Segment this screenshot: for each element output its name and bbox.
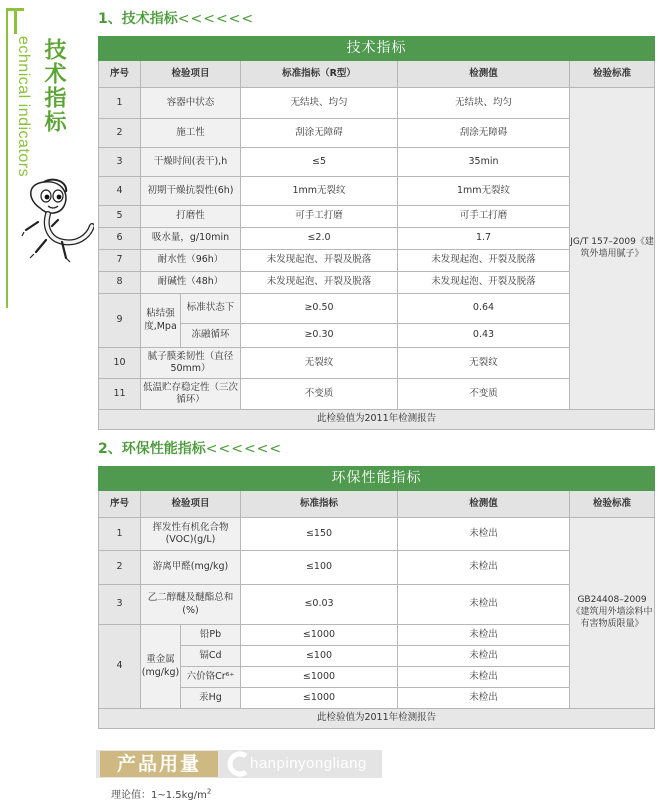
row-value: 未检出 [398,585,570,625]
table1-header-spec: 标准指标（R型） [241,61,398,88]
row-no: 4 [99,177,141,206]
side-accent-rule [6,8,8,308]
section2-arrows: <<<<<< [205,441,283,457]
row-metal: 铅Pb [181,625,241,646]
mascot-icon [18,178,94,268]
row-value: 未发现起泡、开裂及脱落 [398,250,570,272]
row-no: 10 [99,348,141,379]
row-value: 1mm无裂纹 [398,177,570,206]
row-no: 1 [99,88,141,119]
row-item: 挥发性有机化合物(VOC)(g/L) [141,518,241,551]
section1-heading [98,8,254,28]
row-no: 3 [99,148,141,177]
row-no: 5 [99,206,141,228]
row-value: 未检出 [398,688,570,709]
usage-title-en: hanpinyongliang [250,755,367,772]
usage-value-sup: 2 [206,787,212,796]
row-metal: 镉Cd [181,646,241,667]
row-spec: ≤0.03 [241,585,398,625]
row-no: 7 [99,250,141,272]
row-value: 无裂纹 [398,348,570,379]
row-no: 3 [99,585,141,625]
technical-indicators-table [98,36,655,430]
table2-header-standard: 检验标准 [570,491,655,518]
table2-caption: 环保性能指标 [99,467,655,491]
row-spec: ≤1000 [241,667,398,688]
row-item: 腻子膜柔韧性（直径50mm） [141,348,241,379]
table2-header-item: 检验项目 [141,491,241,518]
row-item: 游离甲醛(mg/kg) [141,551,241,585]
section1-heading-text: 1、技术指标 [98,11,178,27]
row-value: 无结块、均匀 [398,88,570,119]
section2-heading [98,438,282,458]
table-row [99,518,655,551]
row-item: 耐碱性（48h） [141,272,241,294]
row-item: 重金属(mg/kg) [141,625,181,709]
row-item: 乙二醇醚及醚酯总和(%) [141,585,241,625]
usage-title-cn: 产品用量 [100,751,218,777]
row-value: 未检出 [398,551,570,585]
row-item: 干燥时间(表干),h [141,148,241,177]
row-spec: ≤100 [241,551,398,585]
row-item: 低温贮存稳定性（三次循环） [141,379,241,410]
row-no: 1 [99,518,141,551]
table1-header-no: 序号 [99,61,141,88]
side-chinese-title: 技术指标 [41,38,66,134]
row-value: 未检出 [398,646,570,667]
row-item: 粘结强度,Mpa [141,294,181,348]
row-item: 吸水量，g/10min [141,228,241,250]
row-spec: ≤150 [241,518,398,551]
row-spec: 未发现起泡、开裂及脱落 [241,250,398,272]
row-value: 刮涂无障碍 [398,119,570,148]
row-item: 初期干燥抗裂性(6h) [141,177,241,206]
section1-arrows: <<<<<< [177,11,255,27]
row-no: 9 [99,294,141,348]
table1-header-standard: 检验标准 [570,61,655,88]
row-value: 未检出 [398,518,570,551]
row-spec: ≥0.30 [241,324,398,348]
row-spec: ≤1000 [241,625,398,646]
row-value: 可手工打磨 [398,206,570,228]
row-spec: ≤1000 [241,688,398,709]
table2-footer-note: 此检验值为2011年检测报告 [99,709,655,729]
row-value: 未发现起泡、开裂及脱落 [398,272,570,294]
row-metal: 六价铬Cr⁶⁺ [181,667,241,688]
row-spec: ≤100 [241,646,398,667]
section2-heading-text: 2、环保性能指标 [98,441,206,457]
row-spec: 可手工打磨 [241,206,398,228]
table1-standard: JG/T 157–2009《建筑外墙用腻子》 [570,88,655,410]
side-english-title: echnical indicators [15,36,32,178]
row-no: 2 [99,551,141,585]
row-value: 未检出 [398,625,570,646]
row-value: 1.7 [398,228,570,250]
row-no: 4 [99,625,141,709]
table1-header-value: 检测值 [398,61,570,88]
table1-header-item: 检验项目 [141,61,241,88]
row-no: 2 [99,119,141,148]
row-item: 打磨性 [141,206,241,228]
row-spec: 无结块、均匀 [241,88,398,119]
row-item: 容器中状态 [141,88,241,119]
table1-caption: 技术指标 [99,37,655,61]
row-spec: 刮涂无障碍 [241,119,398,148]
usage-value-text: 理论值：1~1.5kg/m [111,790,207,801]
table2-header-no: 序号 [99,491,141,518]
row-value: 0.43 [398,324,570,348]
row-condition: 冻融循环 [181,324,241,348]
table1-footer-note: 此检验值为2011年检测报告 [99,410,655,430]
row-no: 6 [99,228,141,250]
row-value: 未检出 [398,667,570,688]
row-item: 施工性 [141,119,241,148]
row-spec: 未发现起泡、开裂及脱落 [241,272,398,294]
row-spec: ≤5 [241,148,398,177]
row-condition: 标准状态下 [181,294,241,324]
row-value: 不变质 [398,379,570,410]
row-no: 11 [99,379,141,410]
environmental-indicators-table [98,466,655,729]
table2-header-spec: 标准指标 [241,491,398,518]
row-spec: 1mm无裂纹 [241,177,398,206]
usage-value [111,786,211,801]
row-value: 0.64 [398,294,570,324]
row-item: 耐水性（96h） [141,250,241,272]
row-spec: ≤2.0 [241,228,398,250]
table2-header-value: 检测值 [398,491,570,518]
row-spec: 无裂纹 [241,348,398,379]
table2-standard: GB24408–2009《建筑用外墙涂料中有害物质限量》 [570,518,655,709]
row-value: 35min [398,148,570,177]
c-letter-icon [224,750,252,778]
row-no: 8 [99,272,141,294]
row-spec: ≥0.50 [241,294,398,324]
side-t-stem [14,8,17,34]
table-row [99,88,655,119]
row-metal: 汞Hg [181,688,241,709]
row-spec: 不变质 [241,379,398,410]
